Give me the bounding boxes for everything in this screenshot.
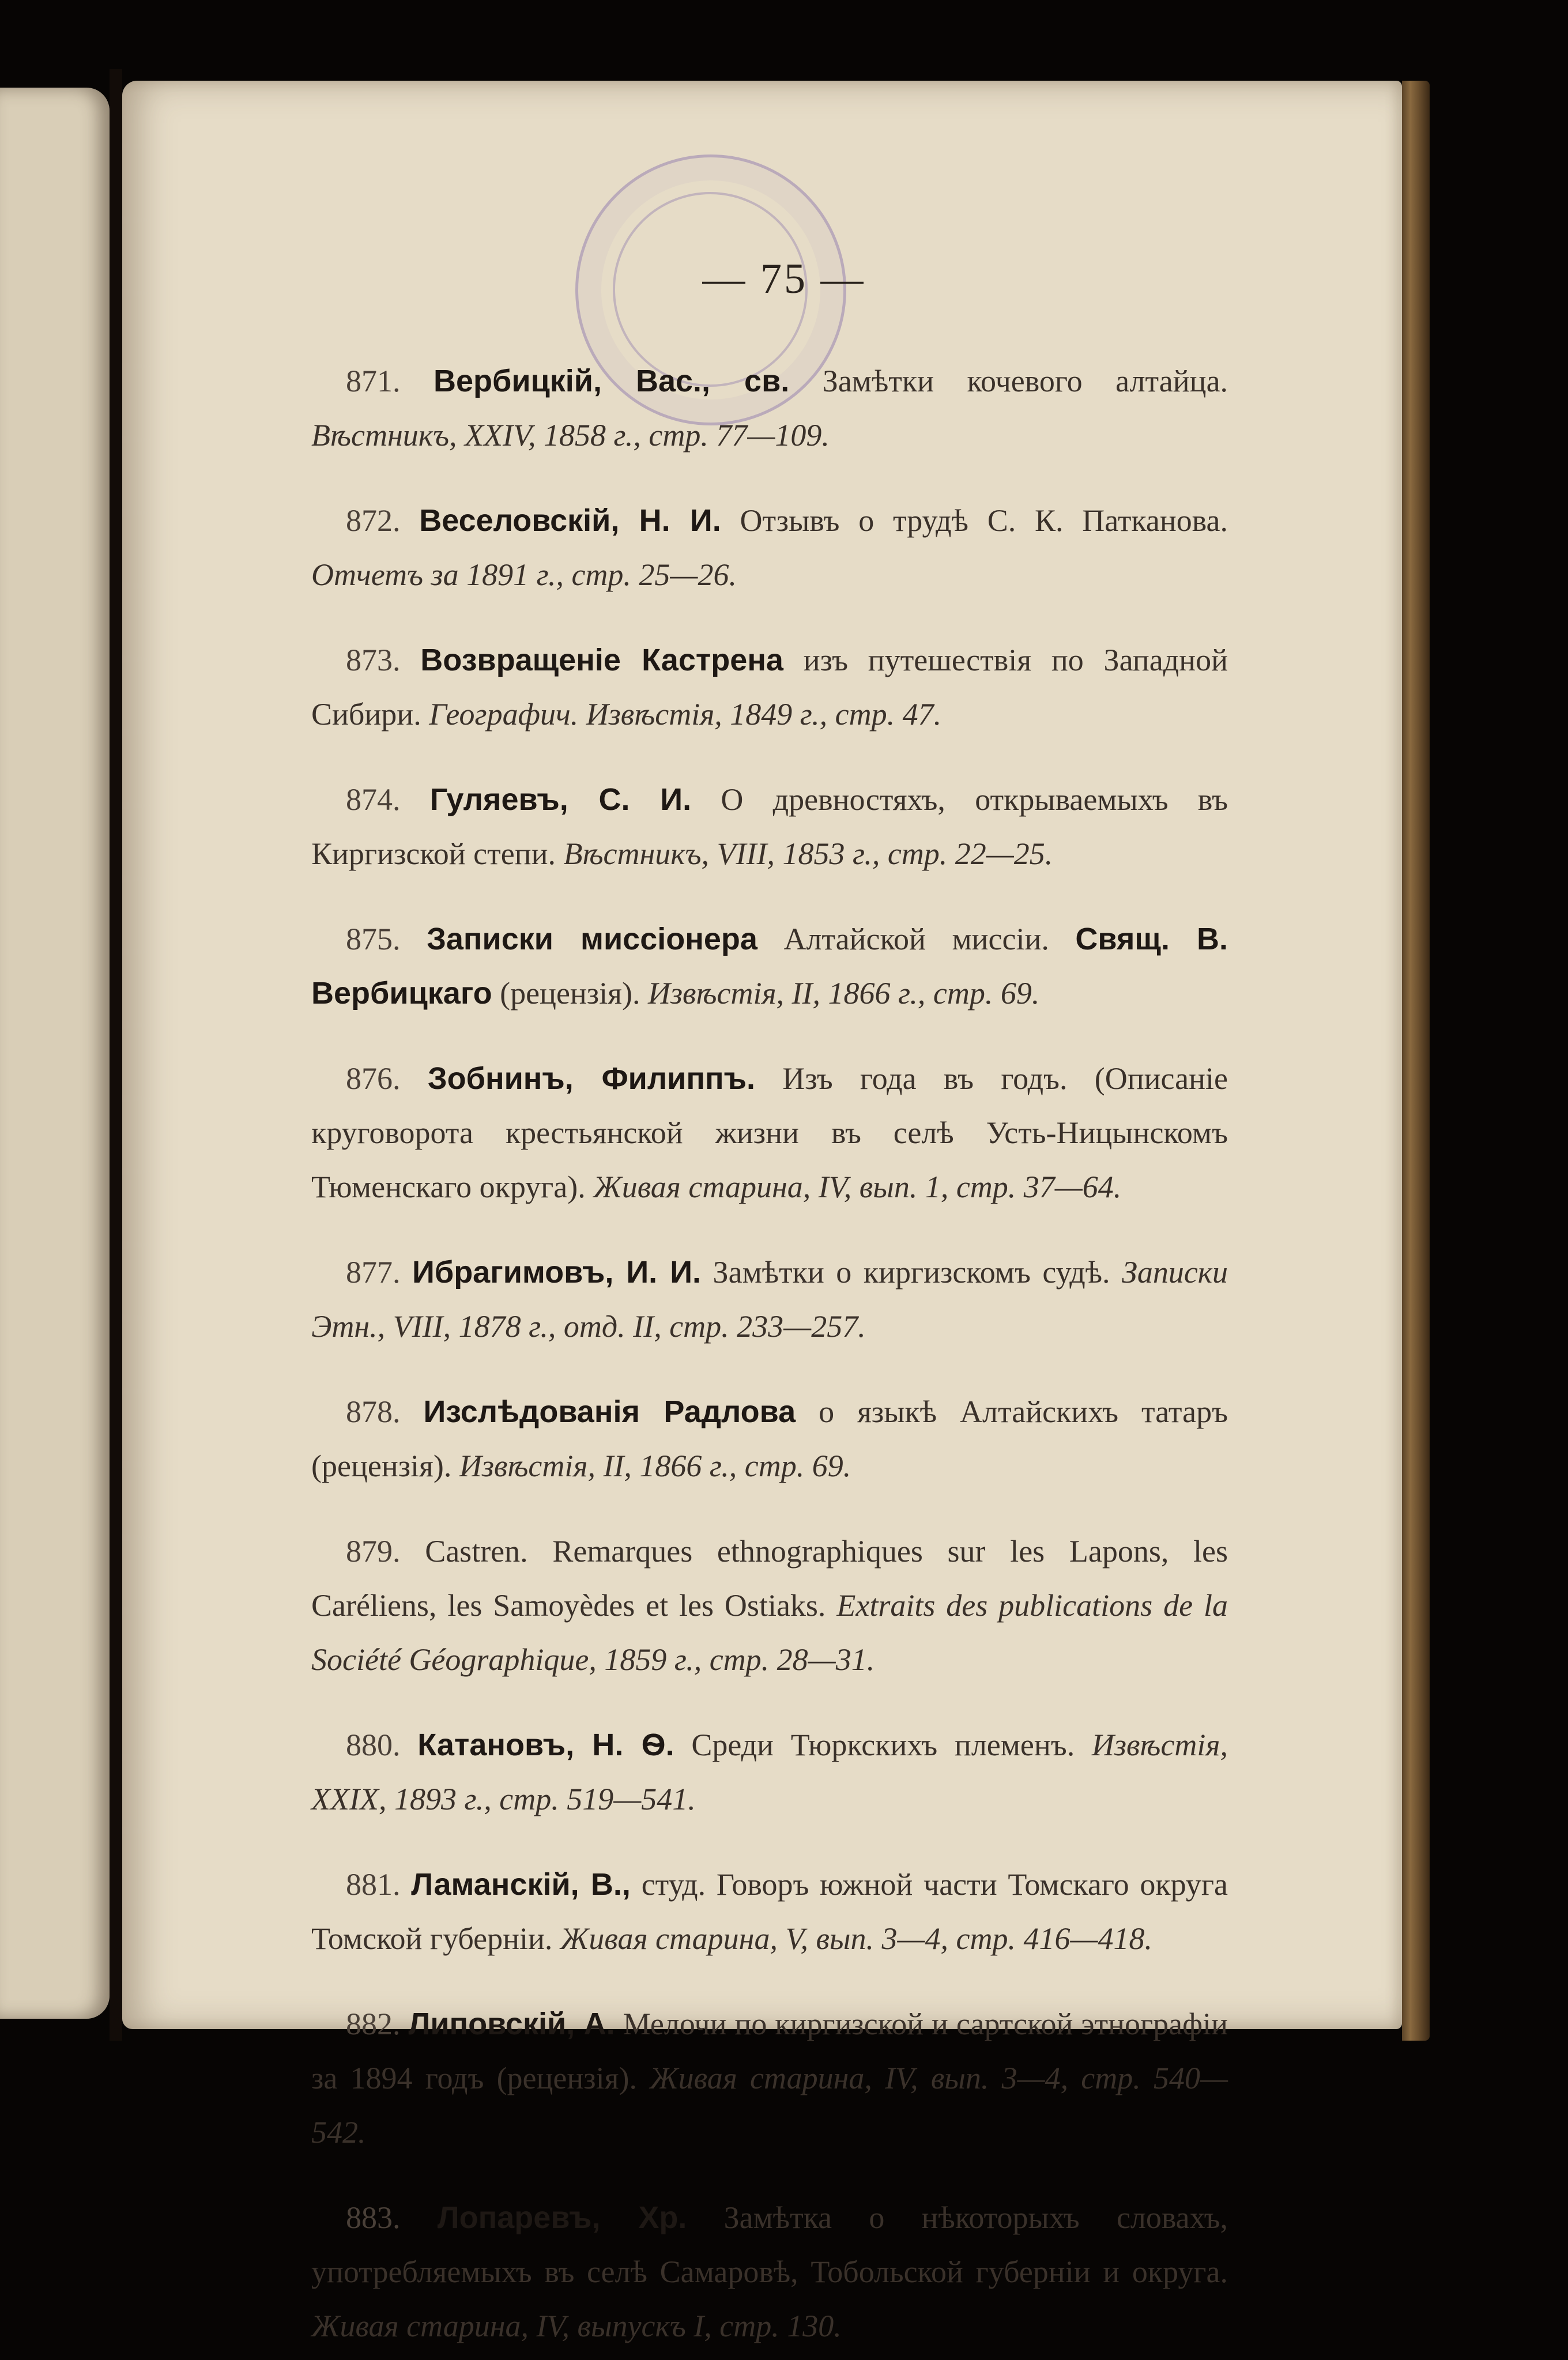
entry-author: Возвращеніе Кастрена bbox=[420, 643, 783, 677]
entry-source: Географич. Извѣстія, 1849 г., стр. 47. bbox=[429, 697, 942, 732]
bibliography-entry bbox=[311, 633, 1228, 741]
entry-source: Живая старина, IV, вып. 1, стр. 37—64. bbox=[593, 1170, 1122, 1204]
entry-author: Катановъ, Н. Ѳ. bbox=[417, 1728, 674, 1762]
entry-number: 880. bbox=[346, 1728, 401, 1762]
entry-source: Вѣстникъ, XXIV, 1858 г., стр. 77—109. bbox=[311, 418, 830, 453]
entry-source: Живая старина, IV, выпускъ I, стр. 130. bbox=[311, 2309, 842, 2343]
entry-source: Живая старина, V, вып. 3—4, стр. 416—418. bbox=[560, 1921, 1152, 1956]
entry-author: Веселовскій, Н. И. bbox=[419, 503, 721, 538]
entry-number: 881. bbox=[346, 1867, 401, 1902]
entry-author: Вербицкій, Вас., св. bbox=[434, 364, 790, 398]
entry-title: Замѣтки кочевого алтайца. bbox=[822, 364, 1228, 398]
entry-title: Среди Тюркскихъ племенъ. bbox=[691, 1728, 1075, 1762]
entry-source: Извѣстія, XXIX, 1893 г., стр. 519—541. bbox=[311, 1728, 1228, 1816]
entry-title: Замѣтки о киргизскомъ судѣ. bbox=[713, 1255, 1110, 1290]
bibliography-entry bbox=[311, 354, 1228, 462]
entry-source: Живая старина, IV, вып. 3—4, стр. 540—542. bbox=[311, 2061, 1228, 2150]
entry-title: Изъ года въ годъ. (Описаніе круговорота крестьянской жизни въ селѣ Усть-Ницынскомъ Тюменскаго округа). bbox=[311, 1061, 1228, 1204]
entry-note: (рецензія). bbox=[500, 976, 640, 1011]
entry-source: Извѣстія, II, 1866 г., стр. 69. bbox=[647, 976, 1040, 1011]
entry-title: Замѣтка о нѣкоторыхъ словахъ, употребляемыхъ въ селѣ Самаровѣ, Тобольской губерніи и округа. bbox=[311, 2200, 1228, 2289]
entry-author: Ламанскій, В., bbox=[411, 1867, 631, 1902]
entry-author: Изслѣдованія Радлова bbox=[423, 1394, 796, 1429]
entry-title: Отзывъ о трудѣ С. К. Патканова. bbox=[740, 503, 1228, 538]
entry-number: 872. bbox=[346, 503, 401, 538]
entry-title: О древностяхъ, открываемыхъ въ Киргизской степи. bbox=[311, 782, 1228, 871]
bibliography-entry bbox=[311, 912, 1228, 1020]
entry-title: Мелочи по киргизской и сартской этнографіи за 1894 годъ (рецензія). bbox=[311, 2007, 1228, 2095]
entry-number: 874. bbox=[346, 782, 401, 817]
page-number: — 75 — bbox=[702, 255, 866, 303]
entry-number: 873. bbox=[346, 643, 401, 677]
entry-title: Castren. Remarques ethnographiques sur les Lapons, les Caréliens, les Samoyèdes et les Ostiaks. bbox=[311, 1534, 1228, 1623]
entry-author: Гуляевъ, С. И. bbox=[429, 782, 692, 817]
entry-number: 883. bbox=[346, 2200, 401, 2235]
bibliography-entry bbox=[311, 1857, 1228, 1966]
entry-source: Извѣстія, II, 1866 г., стр. 69. bbox=[459, 1449, 851, 1483]
entry-author: Записки миссіонера bbox=[427, 922, 757, 956]
entry-source: Записки Этн., VIII, 1878 г., отд. II, стр. 233—257. bbox=[311, 1255, 1228, 1344]
entry-author: Лопаревъ, Хр. bbox=[437, 2200, 687, 2235]
entry-author: Липовскій, А. bbox=[408, 2007, 615, 2041]
left-page-edge bbox=[0, 88, 110, 2019]
entry-title: студ. Говоръ южной части Томскаго округа Томской губерніи. bbox=[311, 1867, 1228, 1956]
entry-number: 878. bbox=[346, 1394, 401, 1429]
entry-number: 876. bbox=[346, 1061, 401, 1096]
entry-title: изъ путешествія по Западной Сибири. bbox=[311, 643, 1228, 732]
bibliography-entry bbox=[311, 772, 1228, 881]
entry-number: 882. bbox=[346, 2007, 401, 2041]
bibliography-entry bbox=[311, 1051, 1228, 1214]
entry-author: Зобнинъ, Филиппъ. bbox=[427, 1061, 755, 1096]
bibliography-entry bbox=[311, 2191, 1228, 2353]
entry-author-secondary: Свящ. В. Вербицкаго bbox=[311, 922, 1228, 1011]
bibliography-entry bbox=[311, 493, 1228, 602]
entry-author: Ибрагимовъ, И. И. bbox=[412, 1255, 702, 1290]
bibliography-entry bbox=[311, 1245, 1228, 1354]
entry-number: 879. bbox=[346, 1534, 401, 1569]
bibliography-entry bbox=[311, 1997, 1228, 2159]
bibliography-entry bbox=[311, 1718, 1228, 1826]
bibliography-entry bbox=[311, 1524, 1228, 1687]
entry-source: Отчетъ за 1891 г., стр. 25—26. bbox=[311, 557, 737, 592]
book-gutter bbox=[110, 69, 122, 2041]
entry-number: 877. bbox=[346, 1255, 401, 1290]
entry-number: 875. bbox=[346, 922, 401, 956]
entry-source: Вѣстникъ, VIII, 1853 г., стр. 22—25. bbox=[563, 836, 1053, 871]
page-edges bbox=[1402, 81, 1430, 2041]
entry-source: Extraits des publications de la Société Géographique, 1859 г., стр. 28—31. bbox=[311, 1588, 1228, 1677]
entry-title: Алтайской миссіи. bbox=[783, 922, 1049, 956]
entry-title: о языкѣ Алтайскихъ татаръ (рецензія). bbox=[311, 1394, 1228, 1483]
bibliography-entry bbox=[311, 1385, 1228, 1493]
bibliography-list bbox=[311, 323, 1228, 2360]
entry-number: 871. bbox=[346, 364, 401, 398]
